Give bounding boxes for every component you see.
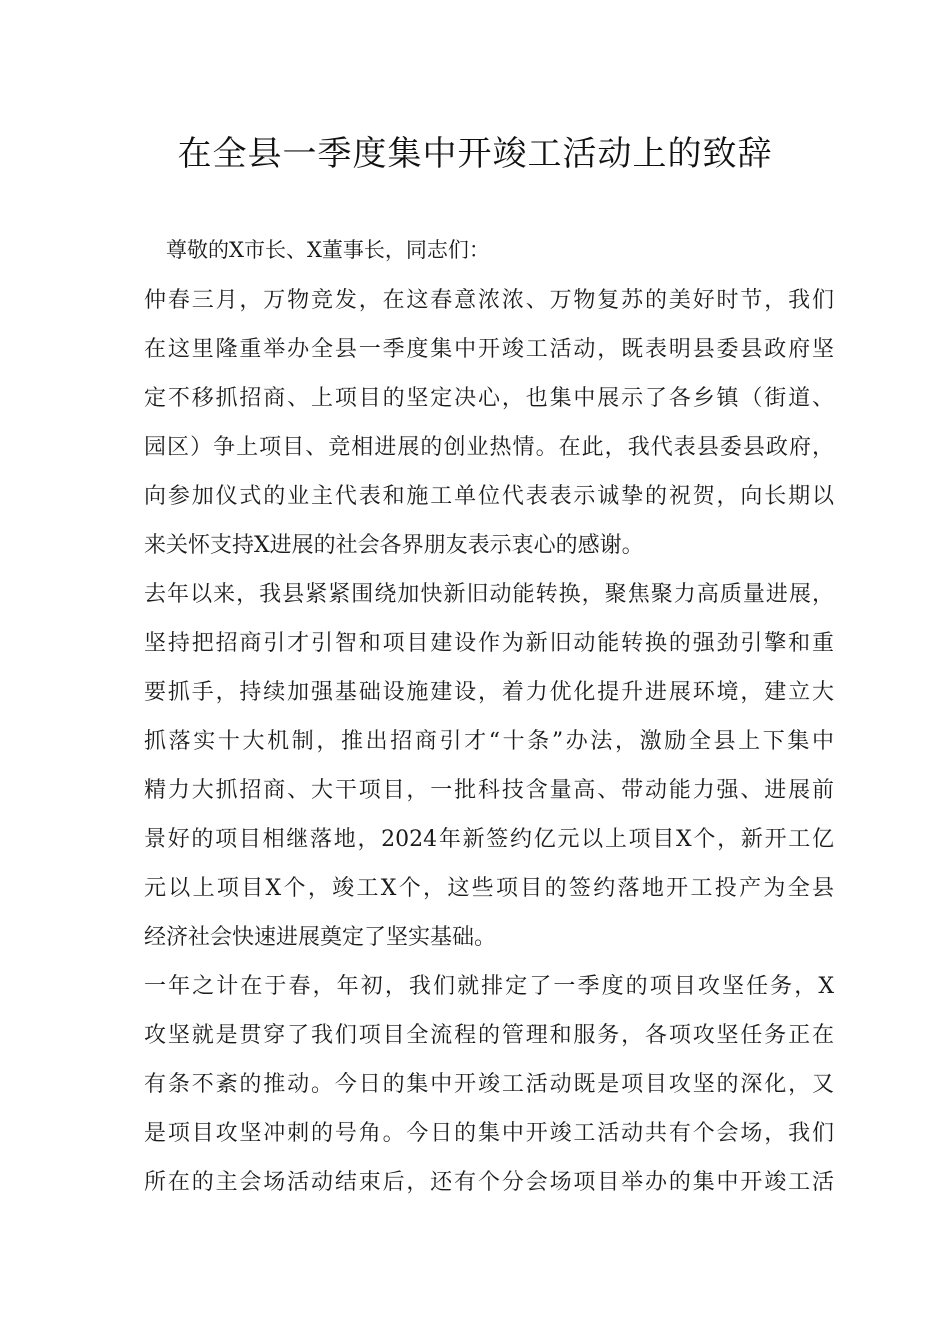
- text-line: 有条不紊的推动。今日的集中开竣工活动既是项目攻坚的深化，又: [144, 1072, 834, 1097]
- text-line: 仲春三月，万物竞发，在这春意浓浓、万物复苏的美好时节，我们: [144, 288, 834, 313]
- text-line: 抓落实十大机制，推出招商引才“十条”办法，激励全县上下集中: [144, 729, 834, 754]
- text-line: 去年以来，我县紧紧围绕加快新旧动能转换，聚焦聚力高质量进展，: [144, 582, 834, 607]
- text-line: 所在的主会场活动结束后，还有个分会场项目举办的集中开竣工活: [144, 1170, 834, 1195]
- text-line: 经济社会快速进展奠定了坚实基础。: [144, 925, 497, 950]
- document-title: 在全县一季度集中开竣工活动上的致辞: [177, 134, 773, 174]
- text-line: 向参加仪式的业主代表和施工单位代表表示诚挚的祝贺，向长期以: [144, 484, 834, 509]
- text-line: 要抓手，持续加强基础设施建设，着力优化提升进展环境，建立大: [144, 680, 834, 705]
- text-line: 坚持把招商引才引智和项目建设作为新旧动能转换的强劲引擎和重: [144, 631, 834, 656]
- salutation: 尊敬的X市长、X董事长，同志们：: [166, 238, 490, 262]
- text-line: 景好的项目相继落地，2024年新签约亿元以上项目X个，新开工亿: [144, 827, 834, 852]
- text-line: 攻坚就是贯穿了我们项目全流程的管理和服务，各项攻坚任务正在: [144, 1023, 834, 1048]
- text-line: 来关怀支持X进展的社会各界朋友表示衷心的感谢。: [144, 533, 644, 558]
- text-line: 园区）争上项目、竞相进展的创业热情。在此，我代表县委县政府，: [144, 435, 834, 460]
- text-line: 是项目攻坚冲刺的号角。今日的集中开竣工活动共有个会场，我们: [144, 1121, 834, 1146]
- text-line: 在这里隆重举办全县一季度集中开竣工活动，既表明县委县政府坚: [144, 337, 834, 362]
- text-line: 精力大抓招商、大干项目，一批科技含量高、带动能力强、进展前: [144, 778, 834, 803]
- text-line: 元以上项目X个，竣工X个，这些项目的签约落地开工投产为全县: [144, 876, 834, 901]
- text-line: 一年之计在于春，年初，我们就排定了一季度的项目攻坚任务，X: [144, 974, 834, 999]
- text-line: 定不移抓招商、上项目的坚定决心，也集中展示了各乡镇（街道、: [144, 386, 834, 411]
